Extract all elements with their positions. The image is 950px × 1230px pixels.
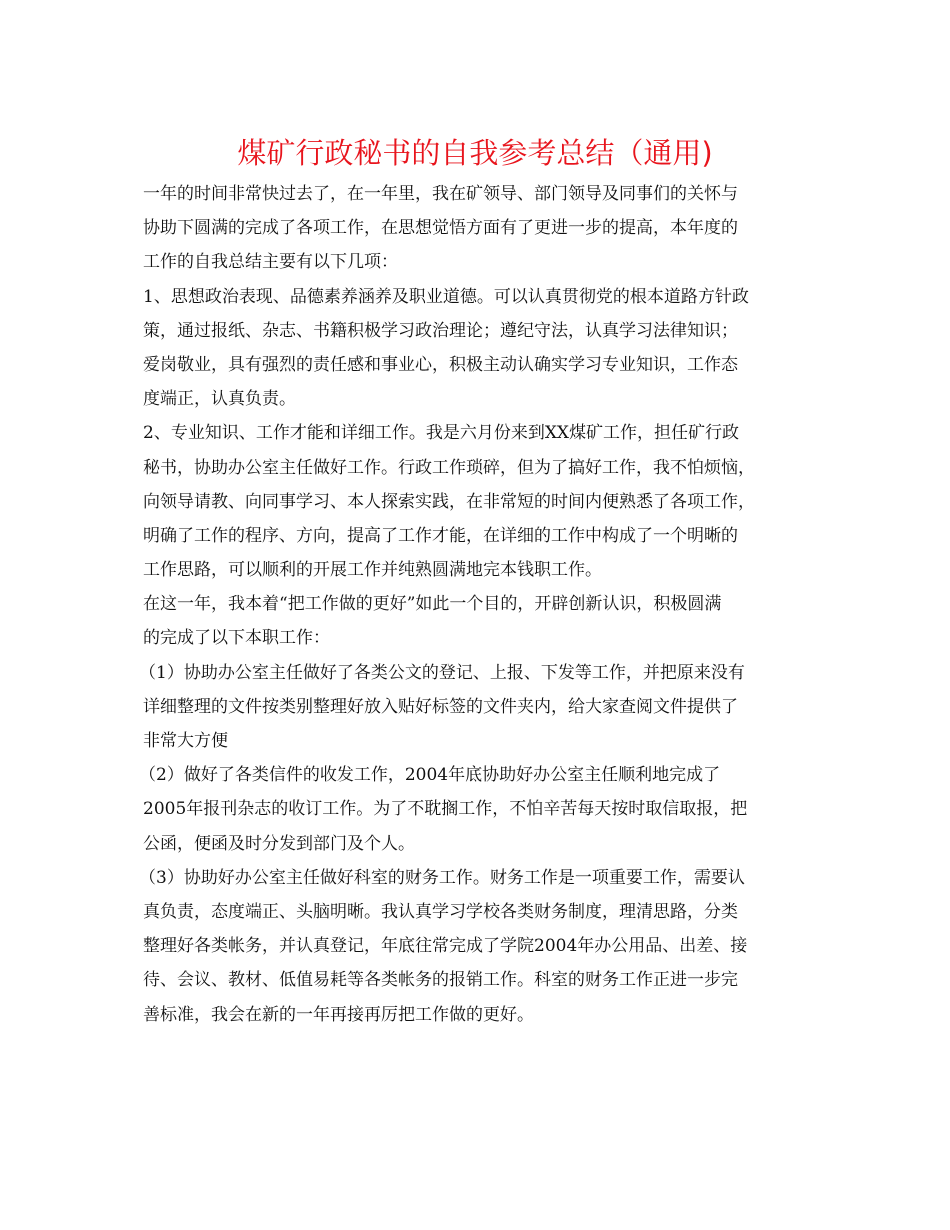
body-line: 的完成了以下本职工作：: [143, 628, 330, 649]
body-line: 1、思想政治表现、品德素养涵养及职业道德。可以认真贯彻党的根本道路方针政: [143, 286, 749, 307]
body-line: （1）协助办公室主任做好了各类公文的登记、上报、下发等工作，并把原来没有: [139, 662, 745, 683]
body-line: 度端正，认真负责。: [143, 389, 296, 410]
document-title: 煤矿行政秘书的自我参考总结（通用): [237, 136, 713, 170]
body-line: 向领导请教、向同事学习、本人探索实践，在非常短的时间内便熟悉了各项工作，: [143, 491, 755, 512]
body-line: 2005年报刊杂志的收订工作。为了不耽搁工作，不怕辛苦每天按时取信取报，把: [143, 799, 748, 820]
body-line: （2）做好了各类信件的收发工作，2004年底协助好办公室主任顺利地完成了: [139, 765, 721, 786]
body-line: 详细整理的文件按类别整理好放入贴好标签的文件夹内，给大家查阅文件提供了: [143, 696, 738, 717]
body-line: 策，通过报纸、杂志、书籍积极学习政治理论；遵纪守法，认真学习法律知识；: [143, 320, 738, 341]
body-line: 善标准，我会在新的一年再接再厉把工作做的更好。: [143, 1004, 534, 1025]
body-line: 明确了工作的程序、方向，提高了工作才能，在详细的工作中构成了一个明晰的: [143, 525, 738, 546]
body-line: 工作的自我总结主要有以下几项：: [143, 252, 398, 273]
document-body: [139, 177, 809, 1032]
body-line: 在这一年，我本着“把工作做的更好”如此一个目的，开辟创新认识，积极圆满: [143, 594, 722, 615]
body-line: 爱岗敬业，具有强烈的责任感和事业心，积极主动认确实学习专业知识，工作态: [143, 354, 738, 375]
body-line: 非常大方便: [143, 731, 228, 751]
body-line: 整理好各类帐务，并认真登记，年底往常完成了学院2004年办公用品、出差、接: [143, 936, 748, 957]
body-line: 公函，便函及时分发到部门及个人。: [143, 833, 415, 854]
body-line: 一年的时间非常快过去了，在一年里，我在矿领导、部门领导及同事们的关怀与: [143, 184, 738, 204]
body-line: （3）协助好办公室主任做好科室的财务工作。财务工作是一项重要工作，需要认: [139, 867, 745, 888]
body-line: 工作思路，可以顺利的开展工作并纯熟圆满地完本钱职工作。: [143, 560, 602, 581]
body-line: 真负责，态度端正、头脑明晰。我认真学习学校各类财务制度，理清思路，分类: [143, 901, 738, 922]
body-line: 2、专业知识、工作才能和详细工作。我是六月份来到XX煤矿工作，担任矿行政: [143, 423, 740, 444]
body-line: 待、会议、教材、低值易耗等各类帐务的报销工作。科室的财务工作正进一步完: [143, 970, 738, 991]
body-line: 秘书，协助办公室主任做好工作。行政工作琐碎，但为了搞好工作，我不怕烦恼，: [143, 457, 755, 478]
body-line: 协助下圆满的完成了各项工作，在思想觉悟方面有了更进一步的提高，本年度的: [143, 218, 738, 239]
